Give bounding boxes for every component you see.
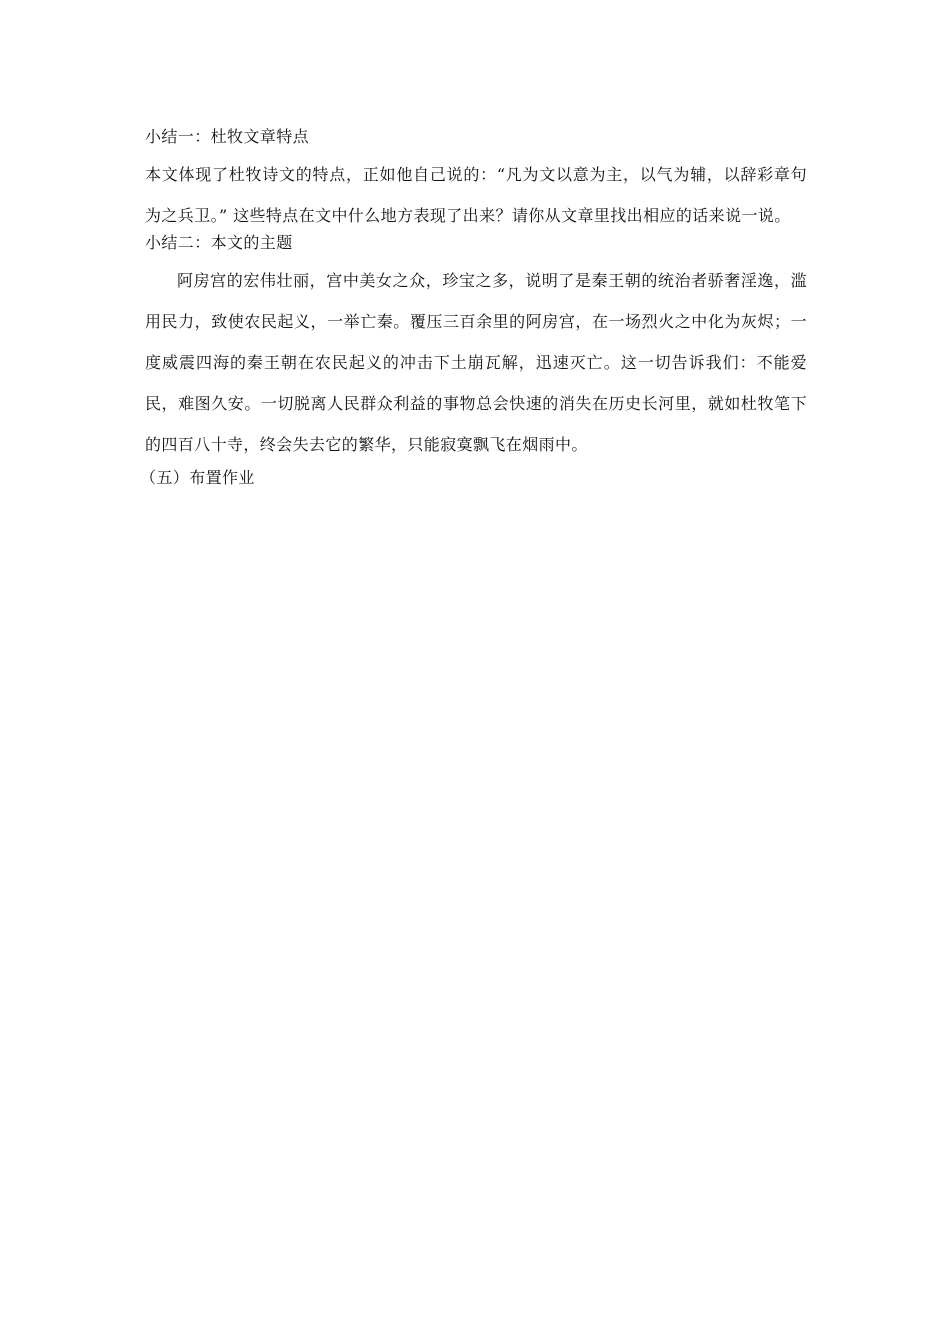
summary-two-paragraph: 阿房宫的宏伟壮丽，宫中美女之众，珍宝之多，说明了是秦王朝的统治者骄奢淫逸，滥用民力，致使农民起义，一举亡秦。覆压三百余里的阿房宫，在一场烈火之中化为灰烬；一度威震四海的秦王朝在农民起义的冲击下土崩瓦解，迅速灭亡。这一切告诉我们：不能爱民，难图久安。一切脱离人民群众利益的事物总会快速的消失在历史长河里，就如杜牧笔下的四百八十寺，终会失去它的繁华，只能寂寞飘飞在烟雨中。 [145, 271, 807, 454]
summary-one-heading: 小结一：杜牧文章特点 [145, 127, 310, 146]
homework-heading: （五）布置作业 [140, 468, 255, 487]
summary-two-heading: 小结二：本文的主题 [145, 233, 293, 252]
summary-one-paragraph: 本文体现了杜牧诗文的特点，正如他自己说的：“凡为文以意为主，以气为辅，以辞彩章句为之兵卫。” 这些特点在文中什么地方表现了出来？请你从文章里找出相应的话来说一说。 [145, 165, 807, 225]
document-body [140, 124, 807, 491]
